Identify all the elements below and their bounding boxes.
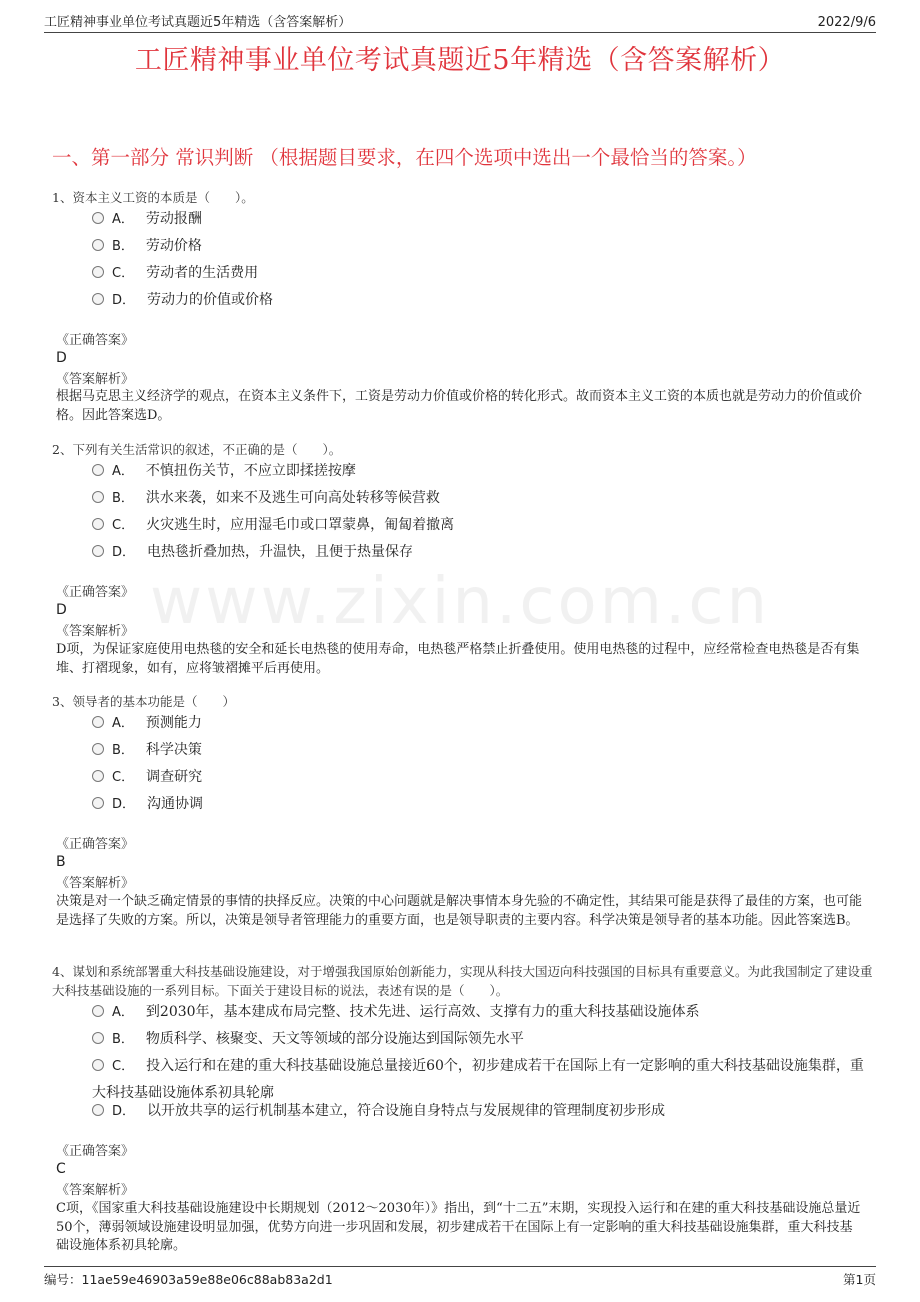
radio-icon[interactable] [92, 1032, 104, 1044]
radio-icon[interactable] [92, 239, 104, 251]
option-b[interactable]: B． 物质科学、核聚变、天文等领域的部分设施达到国际领先水平 [92, 1026, 870, 1053]
watermark: www.zixin.com.cn [149, 565, 771, 639]
radio-icon[interactable] [92, 491, 104, 503]
answer-value: C [56, 1161, 66, 1177]
analysis-label: 《答案解析》 [56, 1183, 135, 1198]
document-title: 工匠精神事业单位考试真题近5年精选（含答案解析） [134, 45, 786, 76]
option-a[interactable]: A． 劳动报酬 [92, 206, 870, 233]
option-d[interactable]: D． 以开放共享的运行机制基本建立，符合设施自身特点与发展规律的管理制度初步形成 [92, 1098, 870, 1125]
analysis-text: 根据马克思主义经济学的观点，在资本主义条件下，工资是劳动力价值或价格的转化形式。故而资本主义工资的本质也就是劳动力的价值或价格。因此答案选D。 [56, 389, 863, 423]
option-c[interactable]: C． 劳动者的生活费用 [92, 260, 870, 287]
radio-icon[interactable] [92, 1005, 104, 1017]
header-date: 2022/9/6 [817, 15, 876, 30]
radio-icon[interactable] [92, 293, 104, 305]
radio-icon[interactable] [92, 716, 104, 728]
answer-label: 《正确答案》 [56, 837, 135, 852]
analysis-text: C项，《国家重大科技基础设施建设中长期规划（2012～2030年）》指出，到“十二五”末期，实现投入运行和在建的重大科技基础设施总量近50个，薄弱领域设施建设明显加强，优势方向进一步巩固和发展，初步建成若干在国际上有一定影响的重大科技基础设施集群，重大科技基础设施体系初具轮廓。 [56, 1201, 861, 1253]
question-stem: 1、资本主义工资的本质是（ ）。 [52, 190, 254, 205]
answer-value: D [56, 602, 67, 618]
analysis-text: D项，为保证家庭使用电热毯的安全和延长电热毯的使用寿命，电热毯严格禁止折叠使用。使用电热毯的过程中，应经常检查电热毯是否有集堆、打褶现象，如有，应将皱褶摊平后再使用。 [56, 642, 860, 676]
answer-value: B [56, 854, 66, 870]
radio-icon[interactable] [92, 545, 104, 557]
option-d[interactable]: D． 劳动力的价值或价格 [92, 287, 870, 314]
analysis-label: 《答案解析》 [56, 372, 135, 387]
option-c[interactable]: C． 投入运行和在建的重大科技基础设施总量接近60个，初步建成若干在国际上有一定影响的重大科技基础设施集群，重大科技基础设施体系初具轮廓 [92, 1058, 864, 1101]
answer-label: 《正确答案》 [56, 585, 135, 600]
question-stem: 3、领导者的基本功能是（ ） [52, 694, 235, 709]
radio-icon[interactable] [92, 797, 104, 809]
option-a[interactable]: A． 预测能力 [92, 710, 870, 737]
header-document-title: 工匠精神事业单位考试真题近5年精选（含答案解析） [44, 15, 352, 30]
analysis-text: 决策是对一个缺乏确定情景的事情的抉择反应。决策的中心问题就是解决事情本身先验的不确定性，其结果可能是获得了最佳的方案，也可能是选择了失败的方案。所以，决策是领导者管理能力的重要方面，也是领导职责的主要内容。科学决策是领导者的基本功能。因此答案选B。 [56, 894, 863, 928]
section-heading: 一、第一部分 常识判断 （根据题目要求，在四个选项中选出一个最恰当的答案。） [52, 146, 757, 169]
document-id: 编号：11ae59e46903a59e88e06c88ab83a2d1 [44, 1272, 333, 1287]
page-number: 第1页 [843, 1272, 876, 1287]
radio-icon[interactable] [92, 770, 104, 782]
radio-icon[interactable] [92, 212, 104, 224]
answer-value: D [56, 350, 67, 366]
radio-icon[interactable] [92, 266, 104, 278]
radio-icon[interactable] [92, 464, 104, 476]
option-a[interactable]: A． 不慎扭伤关节，不应立即揉搓按摩 [92, 458, 870, 485]
radio-icon[interactable] [92, 743, 104, 755]
question-stem: 2、下列有关生活常识的叙述，不正确的是（ ）。 [52, 442, 342, 457]
option-b[interactable]: B． 洪水来袭，如来不及逃生可向高处转移等候营救 [92, 485, 870, 512]
question-stem: 4、谋划和系统部署重大科技基础设施建设，对于增强我国原始创新能力，实现从科技大国迈向科技强国的目标具有重要意义。为此我国制定了建设重大科技基础设施的一系列目标。下面关于建设目标的说法，表述有误的是（ ）。 [52, 964, 873, 998]
radio-icon[interactable] [92, 518, 104, 530]
page-header [44, 10, 876, 33]
page-footer [44, 1266, 876, 1290]
answer-label: 《正确答案》 [56, 333, 135, 348]
option-a[interactable]: A． 到2030年，基本建成布局完整、技术先进、运行高效、支撑有力的重大科技基础设施体系 [92, 999, 870, 1026]
radio-icon[interactable] [92, 1104, 104, 1116]
option-b[interactable]: B． 科学决策 [92, 737, 870, 764]
option-c[interactable]: C． 火灾逃生时，应用湿毛巾或口罩蒙鼻，匍匐着撤离 [92, 512, 870, 539]
radio-icon[interactable] [92, 1059, 104, 1071]
option-d[interactable]: D． 沟通协调 [92, 791, 870, 818]
analysis-label: 《答案解析》 [56, 876, 135, 891]
answer-label: 《正确答案》 [56, 1144, 135, 1159]
option-b[interactable]: B． 劳动价格 [92, 233, 870, 260]
analysis-label: 《答案解析》 [56, 624, 135, 639]
option-c[interactable]: C． 调查研究 [92, 764, 870, 791]
option-d[interactable]: D． 电热毯折叠加热，升温快，且便于热量保存 [92, 539, 870, 566]
